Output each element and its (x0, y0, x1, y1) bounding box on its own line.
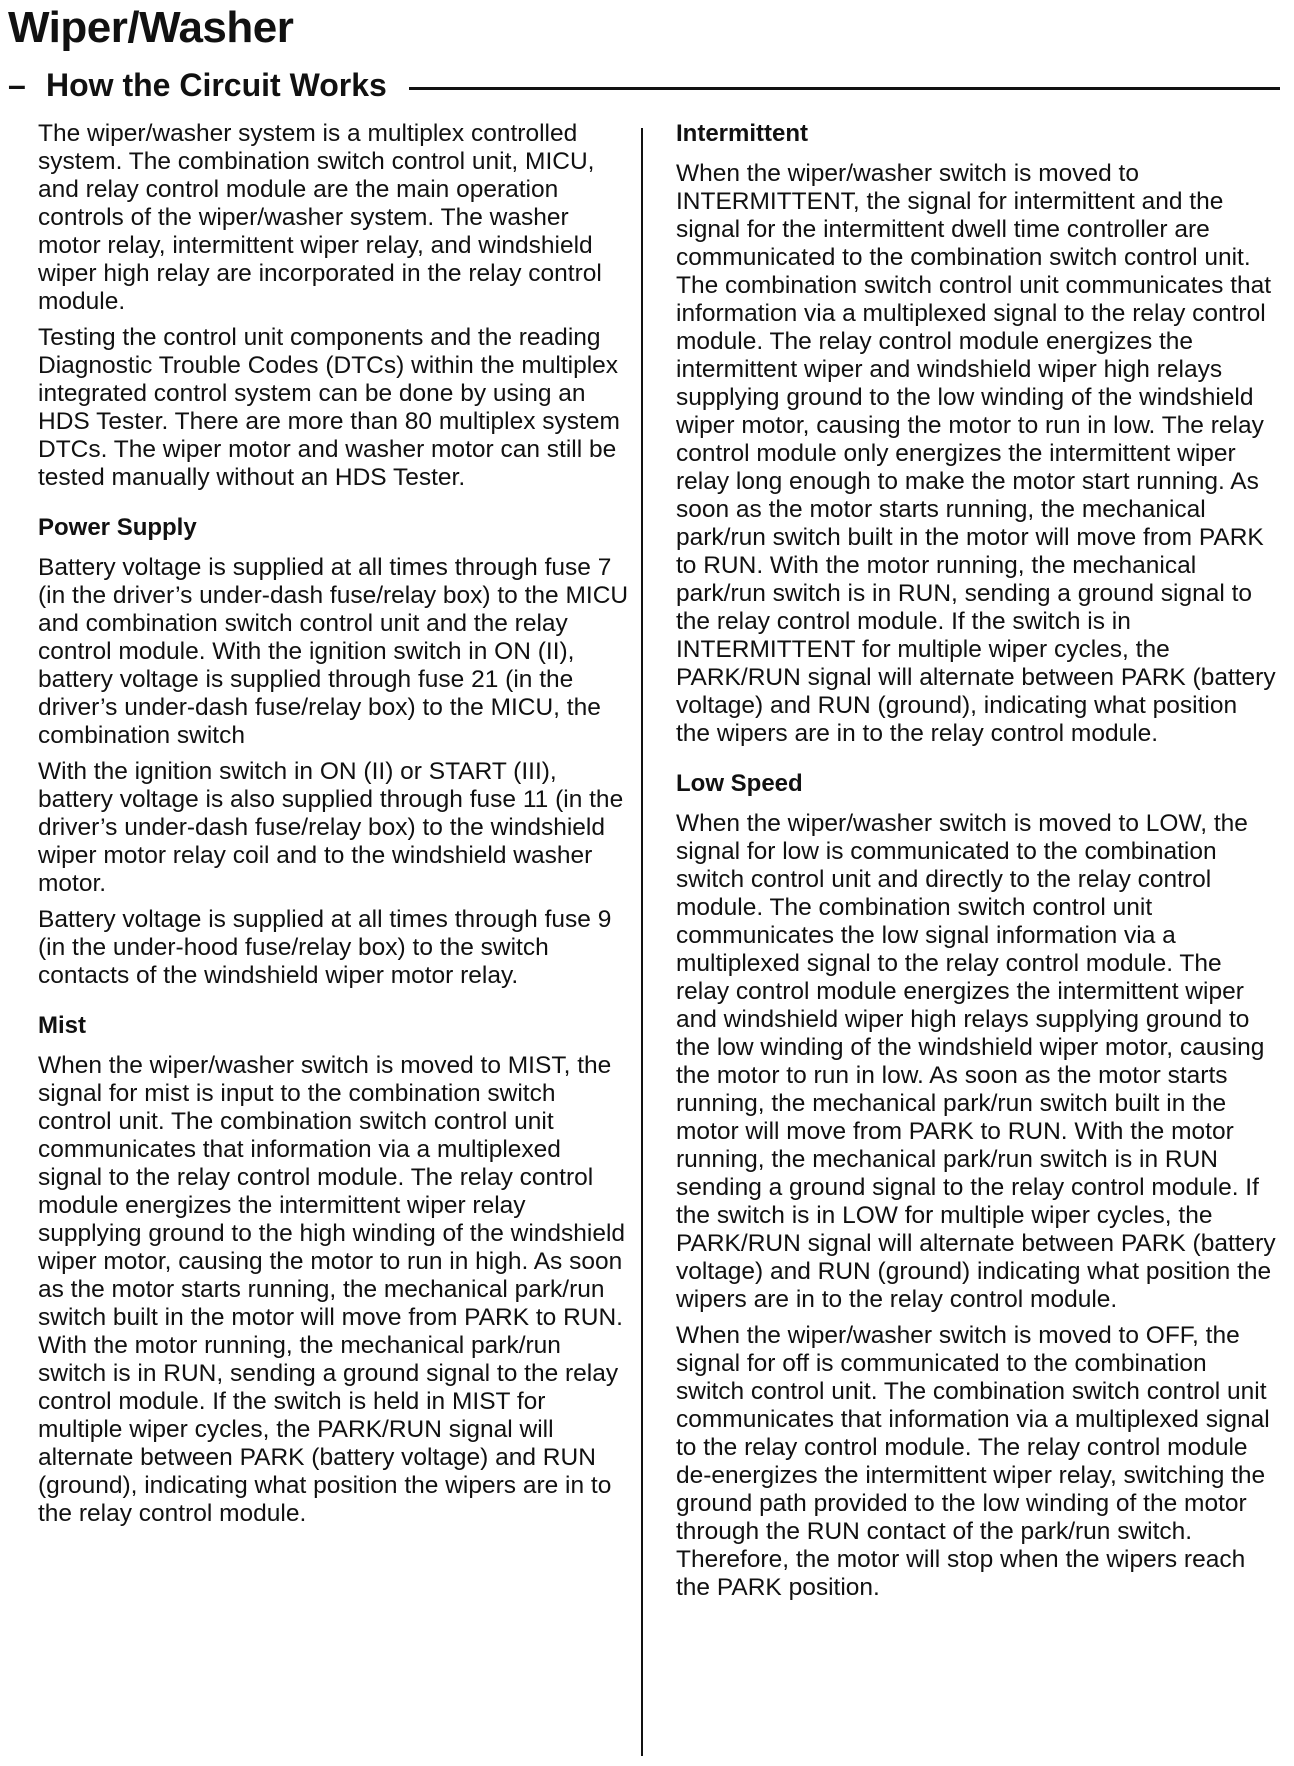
intermittent-heading: Intermittent (676, 120, 808, 147)
off-paragraph: When the wiper/washer switch is moved to OFF, the signal for off is communicated to the combination switch control unit. The combination switch control unit communicates that information via a multiplexed signal to the relay control module. The relay control module de-energizes the intermittent wiper relay, switching the ground path provided to the low winding of the motor through the RUN contact of the park/run switch. Therefore, the motor will stop when the wipers reach the PARK position. (676, 1322, 1270, 1601)
page-title: Wiper/Washer (8, 3, 294, 52)
mist-paragraph: When the wiper/washer switch is moved to MIST, the signal for mist is input to the combination switch control unit. The combination switch control unit communicates that information via a multiplexed signal to the relay control module. The relay control module energizes the intermittent wiper relay supplying ground to the high winding of the windshield wiper motor, causing the motor to run in high. As soon as the motor starts running, the mechanical park/run switch built in the motor will move from PARK to RUN. With the motor running, the mechanical park/run switch is in RUN, sending a ground signal to the relay control module. If the switch is held in MIST for multiple wiper cycles, the PARK/RUN signal will alternate between PARK (battery voltage) and RUN (ground), indicating what position the wipers are in to the relay control module. (38, 1052, 626, 1527)
power-supply-paragraph-2: With the ignition switch in ON (II) or START (III), battery voltage is also supplied through fuse 11 (in the driver’s under-dash fuse/relay box) to the windshield wiper motor relay coil and to the windshield washer motor. (38, 758, 624, 897)
section-header (8, 62, 1280, 108)
intro-paragraph-1: The wiper/washer system is a multiplex controlled system. The combination switch control unit, MICU, and relay control module are the main operation controls of the wiper/washer system. The washer motor relay, intermittent wiper relay, and windshield wiper high relay are incorporated in the relay control module. (38, 120, 602, 315)
power-supply-paragraph-3: Battery voltage is supplied at all times through fuse 9 (in the under-hood fuse/relay box) to the switch contacts of the windshield wiper motor relay. (38, 906, 612, 989)
intermittent-paragraph: When the wiper/washer switch is moved to INTERMITTENT, the signal for intermittent and the signal for the intermittent dwell time controller are communicated to the combination switch control unit. The combination switch control unit communicates that information via a multiplexed signal to the relay control module. The relay control module energizes the intermittent wiper and windshield wiper high relays supplying ground to the low winding of the windshield wiper motor, causing the motor to run in low. The relay control module only energizes the intermittent wiper relay long enough to make the motor start running. As soon as the motor starts running, the mechanical park/run switch built in the motor will move from PARK to RUN. With the motor running, the mechanical park/run switch is in RUN, sending a ground signal to the relay control module. If the switch is in INTERMITTENT for multiple wiper cycles, the PARK/RUN signal will alternate between PARK (battery voltage) and RUN (ground), indicating what position the wipers are in to the relay control module. (676, 160, 1276, 747)
intro-paragraph-2: Testing the control unit components and the reading Diagnostic Trouble Codes (DTCs) within the multiplex integrated control system can be done by using an HDS Tester. There are more than 80 multiplex system DTCs. The wiper motor and washer motor can still be tested manually without an HDS Tester. (38, 324, 620, 491)
mist-heading: Mist (38, 1012, 86, 1039)
low-speed-paragraph: When the wiper/washer switch is moved to LOW, the signal for low is communicated to the combination switch control unit and directly to the relay control module. The combination switch control unit communicates the low signal information via a multiplexed signal to the relay control module. The relay control module energizes the intermittent wiper and windshield wiper high relays supplying ground to the low winding of the windshield wiper motor, causing the motor to run in low. As soon as the motor starts running, the mechanical park/run switch built in the motor will move from PARK to RUN. With the motor running, the mechanical park/run switch is in RUN sending a ground signal to the relay control module. If the switch is in LOW for multiple wiper cycles, the PARK/RUN signal will alternate between PARK (battery voltage) and RUN (ground) indicating what position the wipers are in to the relay control module. (676, 810, 1276, 1313)
left-column (38, 120, 630, 1536)
right-column (676, 120, 1276, 1610)
header-rule (409, 87, 1280, 90)
low-speed-heading: Low Speed (676, 770, 803, 797)
column-divider (641, 128, 643, 1756)
power-supply-heading: Power Supply (38, 514, 197, 541)
power-supply-paragraph-1: Battery voltage is supplied at all times through fuse 7 (in the driver’s under-dash fuse/relay box) to the MICU and combination switch control unit and the relay control module. With the ignition switch in ON (II), battery voltage is supplied through fuse 21 (in the driver’s under-dash fuse/relay box) to the MICU, the combination switch (38, 554, 629, 749)
subtitle-dash: – (8, 66, 26, 103)
section-title: How the Circuit Works (46, 66, 387, 103)
